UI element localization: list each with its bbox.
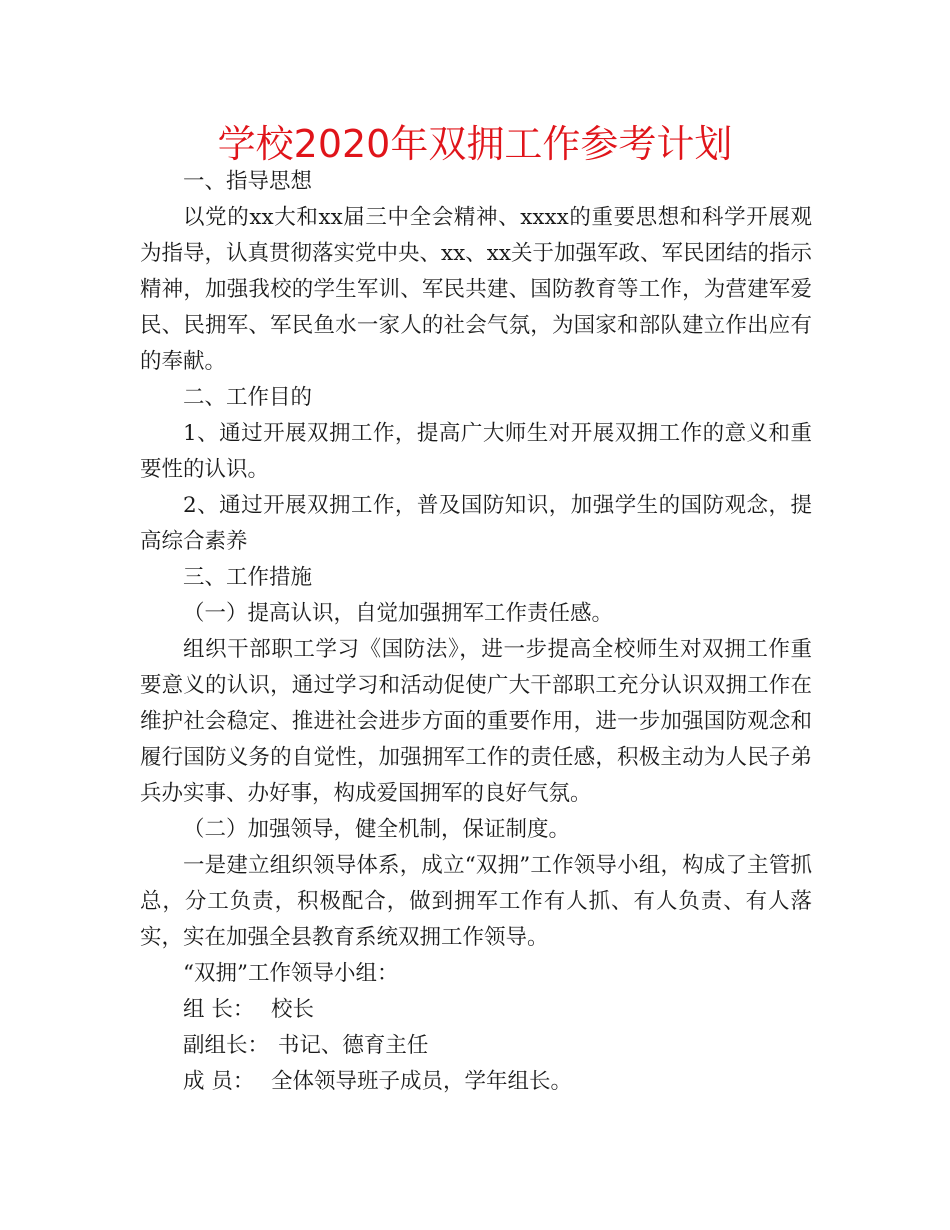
role-label: 副组长：: [183, 1033, 270, 1058]
role-value: 全体领导班子成员，学年组长。: [271, 1069, 573, 1094]
paragraph-measure-2: 一是建立组织领导体系，成立“双拥”工作领导小组，构成了主管抓总，分工负责，积极配合，做到拥军工作有人抓、有人负责、有人落实，实在加强全县教育系统双拥工作领导。: [140, 853, 812, 950]
document-title: 学校2020年双拥工作参考计划: [217, 122, 733, 166]
leadership-group-heading: “双拥”工作领导小组：: [183, 961, 399, 986]
role-value: 校长: [271, 997, 315, 1022]
role-label: 成 员：: [183, 1069, 255, 1094]
role-line-deputy-leader: [140, 1028, 812, 1064]
document-body: [140, 164, 812, 1100]
paragraph-guiding-ideology: 以党的xx大和xx届三中全会精神、xxxx的重要思想和科学开展观为指导，认真贯彻落实党中央、xx、xx关于加强军政、军民团结的指示精神，加强我校的学生军训、军民共建、国防教育等工作，为营建军爱民、民拥军、军民鱼水一家人的社会气氛，为国家和部队建立作出应有的奉献。: [140, 205, 813, 374]
section-heading-guiding-ideology: 一、指导思想: [183, 169, 313, 194]
paragraph-goal-1: 1、通过开展双拥工作，提高广大师生对开展双拥工作的意义和重要性的认识。: [140, 421, 812, 482]
role-line-leader: [140, 992, 812, 1028]
section-heading-work-goals: 二、工作目的: [183, 385, 313, 410]
section-heading-work-measures: 三、工作措施: [183, 565, 313, 590]
role-label: 组 长：: [183, 997, 255, 1022]
role-line-members: [140, 1064, 812, 1100]
role-value: 书记、德育主任: [271, 1033, 429, 1058]
subheading-measure-2: （二）加强领导，健全机制，保证制度。: [183, 817, 571, 842]
paragraph-measure-1: 组织干部职工学习《国防法》，进一步提高全校师生对双拥工作重要意义的认识，通过学习和活动促使广大干部职工充分认识双拥工作在维护社会稳定、推进社会进步方面的重要作用，进一步加强国防观念和履行国防义务的自觉性，加强拥军工作的责任感，积极主动为人民子弟兵办实事、办好事，构成爱国拥军的良好气氛。: [140, 637, 812, 806]
subheading-measure-1: （一）提高认识，自觉加强拥军工作责任感。: [183, 601, 614, 626]
paragraph-goal-2: 2、通过开展双拥工作，普及国防知识，加强学生的国防观念，提高综合素养: [140, 493, 812, 554]
